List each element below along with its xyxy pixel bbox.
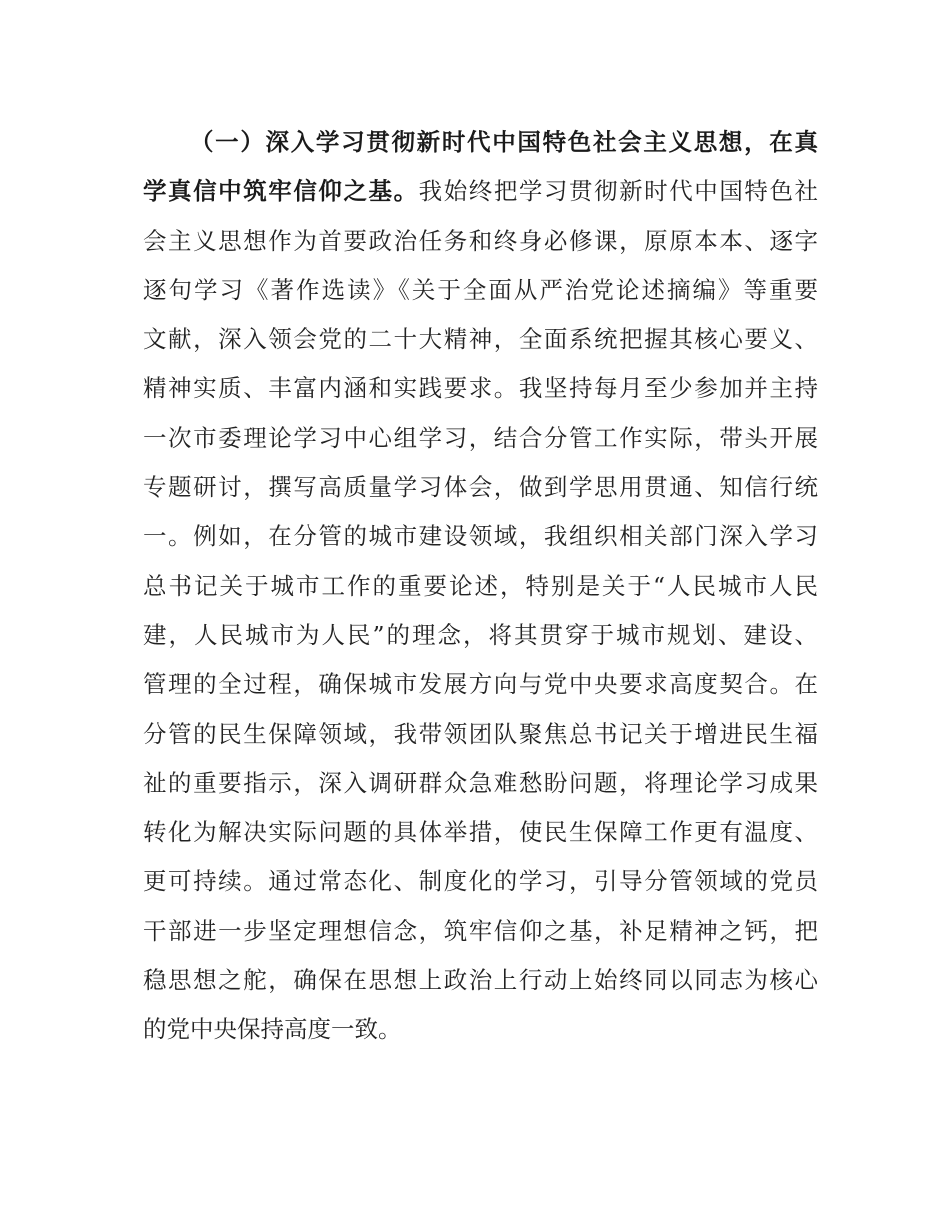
paragraph-line: 建，人民城市为人民”的理念，将其贯穿于城市规划、建设、 (143, 620, 818, 649)
paragraph-line: 一次市委理论学习中心组学习，结合分管工作实际，带头开展 (143, 423, 818, 452)
paragraph-line: 稳思想之舵，确保在思想上政治上行动上始终同以同志为核心 (143, 966, 818, 995)
paragraph-line-2 (143, 167, 818, 216)
paragraph-line: 会主义思想作为首要政治任务和终身必修课，原原本本、逐字 (143, 226, 818, 255)
paragraph-line: 文献，深入领会党的二十大精神，全面系统把握其核心要义、 (143, 325, 818, 354)
paragraph-line: 总书记关于城市工作的重要论述，特别是关于“人民城市人民 (143, 571, 818, 600)
paragraph-line: 分管的民生保障领域，我带领团队聚焦总书记关于增进民生福 (143, 719, 818, 748)
paragraph-line: 更可持续。通过常态化、制度化的学习，引导分管领域的党员 (143, 867, 818, 896)
body-paragraph (143, 118, 818, 1055)
paragraph-line-last: 的党中央保持高度一致。 (143, 1015, 402, 1044)
paragraph-text: 我始终把学习贯彻新时代中国特色社 (418, 177, 819, 206)
paragraph-line: 逐句学习《著作选读》《关于全面从严治党论述摘编》等重要 (143, 275, 818, 304)
paragraph-line: 一。例如，在分管的城市建设领域，我组织相关部门深入学习 (143, 522, 818, 551)
paragraph-line: 专题研讨，撰写高质量学习体会，做到学思用贯通、知信行统 (143, 473, 818, 502)
paragraph-line: 干部进一步坚定理想信念，筑牢信仰之基，补足精神之钙，把 (143, 916, 818, 945)
paragraph-line: 祉的重要指示，深入调研群众急难愁盼问题，将理论学习成果 (143, 768, 818, 797)
paragraph-line: 管理的全过程，确保城市发展方向与党中央要求高度契合。在 (143, 670, 818, 699)
section-heading-line-2: 学真信中筑牢信仰之基。 (143, 177, 419, 206)
paragraph-line: 精神实质、丰富内涵和实践要求。我坚持每月至少参加并主持 (143, 374, 818, 403)
paragraph-line: 转化为解决实际问题的具体举措，使民生保障工作更有温度、 (143, 818, 818, 847)
section-heading-line-1: （一）深入学习贯彻新时代中国特色社会主义思想，在真 (190, 128, 818, 156)
